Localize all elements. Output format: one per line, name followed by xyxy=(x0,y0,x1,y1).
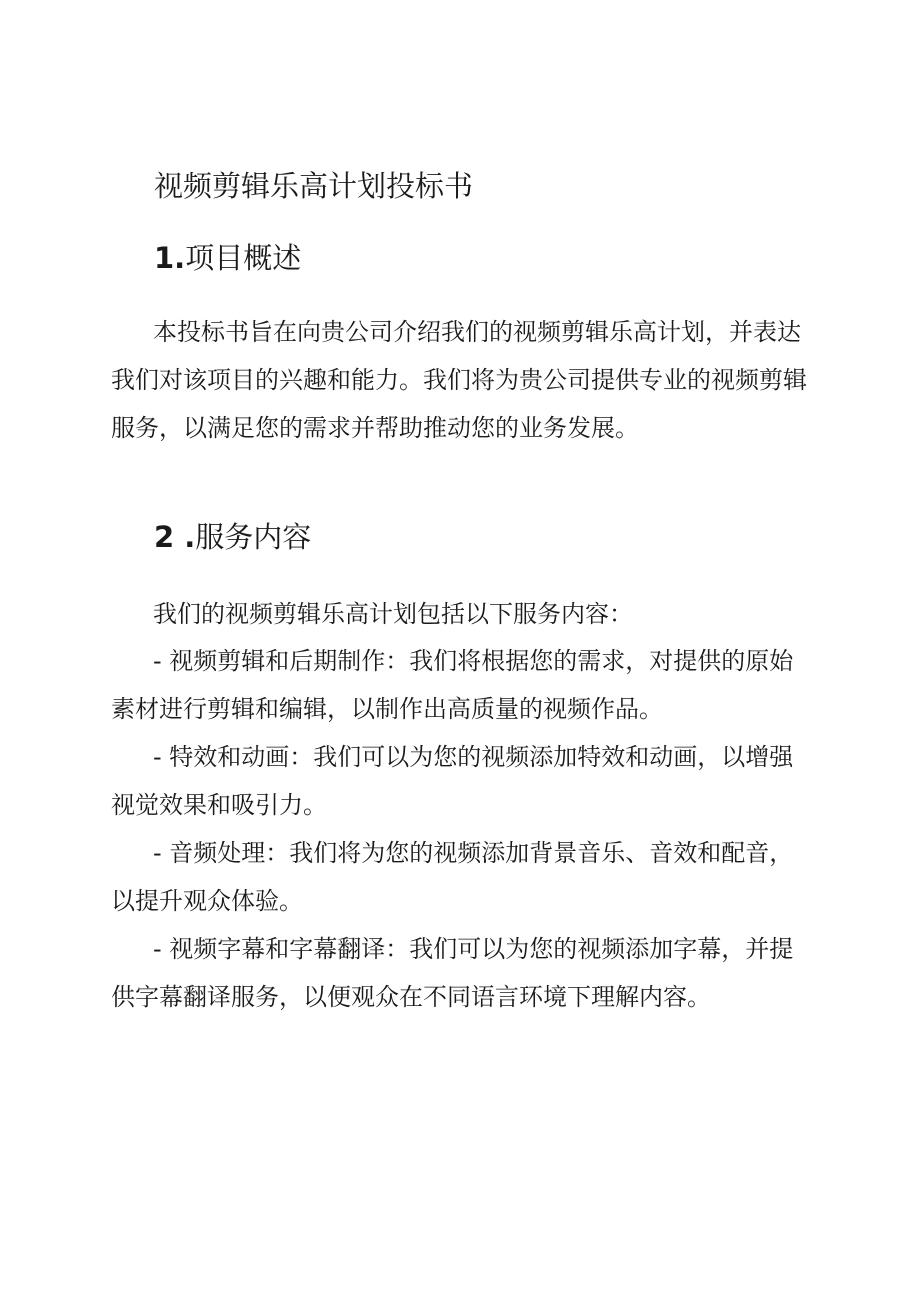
section-number: 2 . xyxy=(154,520,196,554)
service-item: - 特效和动画：我们可以为您的视频添加特效和动画，以增强视觉效果和吸引力。 xyxy=(111,743,794,819)
document-title: 视频剪辑乐高计划投标书 xyxy=(154,169,474,203)
overview-paragraph: 本投标书旨在向贵公司介绍我们的视频剪辑乐高计划，并表达我们对该项目的兴趣和能力。我们将为贵公司提供专业的视频剪辑服务，以满足您的需求并帮助推动您的业务发展。 xyxy=(111,318,807,442)
section-title: 服务内容 xyxy=(195,520,312,554)
service-item: - 视频字幕和字幕翻译：我们可以为您的视频添加字幕，并提供字幕翻译服务，以便观众在不同语言环境下理解内容。 xyxy=(111,935,794,1011)
service-item: - 视频剪辑和后期制作：我们将根据您的需求，对提供的原始素材进行剪辑和编辑，以制作出高质量的视频作品。 xyxy=(111,647,794,723)
section-heading-services xyxy=(154,517,311,557)
section-number: 1. xyxy=(154,241,186,275)
section-title: 项目概述 xyxy=(185,241,302,275)
section-heading-overview xyxy=(154,238,301,278)
service-item: - 音频处理：我们将为您的视频添加背景音乐、音效和配音，以提升观众体验。 xyxy=(111,839,794,915)
services-intro: 我们的视频剪辑乐高计划包括以下服务内容： xyxy=(153,600,633,628)
